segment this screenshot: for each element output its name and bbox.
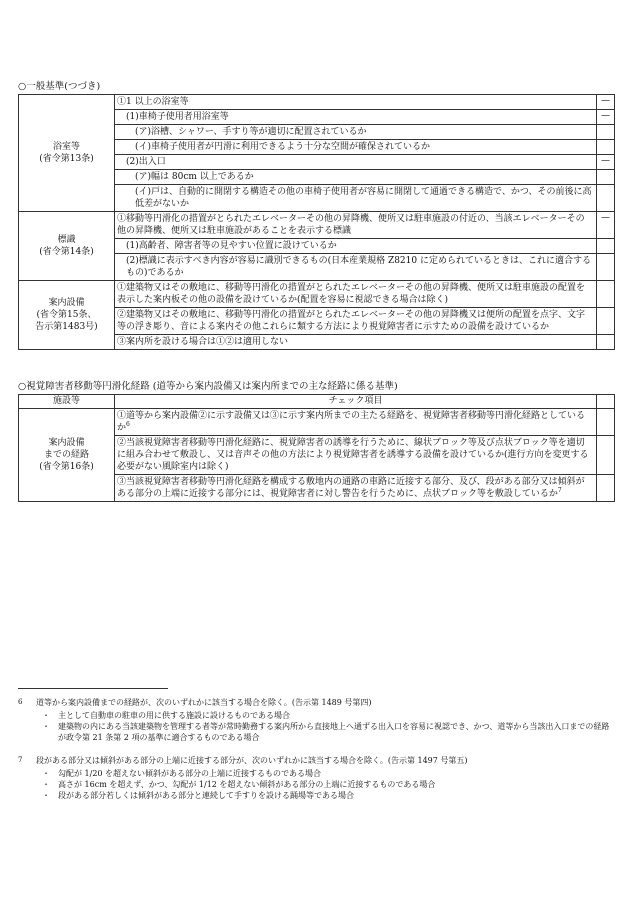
footnote-bullet [18, 768, 614, 779]
category-line: までの経路 [43, 450, 89, 460]
check-item: (イ)車椅子使用者が円滑に利用できるよう十分な空間が確保されているか [115, 140, 597, 155]
check-mark [597, 170, 615, 185]
check-mark: — [597, 212, 615, 239]
bullet-dot: ・ [42, 722, 50, 731]
facility-category-0 [19, 95, 115, 212]
check-item: ①道等から案内設備②に示す設備又は③に示す案内所までの主たる経路を、視覚障害者移動等円滑化経路としているか$^6$ [115, 409, 597, 436]
header-facility: 施設等 [19, 395, 115, 409]
facility-category-2 [19, 281, 115, 350]
check-mark: — [597, 110, 615, 125]
check-item: (2)標識に表示すべき内容が容易に識別できるもの(日本産業規格 Z8210 に定められているときは、これに適合するもの)であるか [115, 254, 597, 281]
footnote-number: 7 [18, 756, 23, 764]
check-mark [597, 409, 615, 436]
section2-title: ○視覚障害者移動等円滑化経路 (道等から案内設備又は案内所までの主な経路に係る基準) [18, 381, 398, 392]
footnotes [18, 697, 614, 813]
footnote-bullet [18, 779, 614, 790]
category-line: 案内設備 [48, 438, 85, 448]
bullet-dot: ・ [42, 711, 50, 720]
bullet-text: 建築物の内にある当該建築物を管理する者等が常時勤務する案内所から直接地上へ通ずる出入口を容易に視認でき、かつ、道等から当該出入口までの経路が政令第 21 条第 2 項の基準に適合するものである場合 [58, 722, 610, 742]
bullet-dot: ・ [42, 780, 50, 789]
footnote-ref[interactable]: 6 [126, 421, 130, 428]
category-line: (省令第14条) [39, 247, 94, 257]
facility-category-route [19, 409, 115, 502]
check-item: ①1 以上の浴室等 [115, 95, 597, 110]
bullet-dot: ・ [42, 791, 50, 800]
check-row [19, 281, 615, 308]
check-mark [597, 185, 615, 212]
footnote-ref[interactable]: 7 [557, 487, 562, 494]
route-criteria-table [18, 394, 615, 502]
bullet-text: 勾配が 1/20 を超えない傾斜がある部分の上端に近接するものである場合 [58, 769, 322, 778]
check-item: (ア)浴槽、シャワー、手すり等が適切に配置されているか [115, 125, 597, 140]
check-row [19, 95, 615, 110]
facility-category-1 [19, 212, 115, 281]
bullet-text: 主として自動車の駐車の用に供する施設に設けるものである場合 [58, 711, 290, 720]
bullet-text: 段がある部分若しくは傾斜がある部分と連続して手すりを設ける踊場等である場合 [58, 791, 354, 800]
check-item: (ア)幅は 80cm 以上であるか [115, 170, 597, 185]
check-mark [597, 436, 615, 475]
check-mark [597, 335, 615, 350]
header-mark [597, 395, 615, 409]
check-mark [597, 140, 615, 155]
category-line: 告示第1483号) [35, 322, 98, 332]
footnote-7 [18, 755, 614, 766]
category-line: (省令第15条、 [36, 310, 97, 320]
check-item: ①移動等円滑化の措置がとられたエレベーターその他の昇降機、便所又は駐車施設の付近の、当該エレベーターその他の昇降機、便所又は駐車施設があることを表示する標識 [115, 212, 597, 239]
check-row [19, 212, 615, 239]
check-mark [597, 239, 615, 254]
check-mark [597, 308, 615, 335]
category-line: 標識 [57, 235, 76, 245]
footnote-divider [18, 688, 168, 689]
check-mark [597, 281, 615, 308]
footnote-bullet [18, 721, 614, 743]
category-line: (省令第16条) [39, 462, 94, 472]
check-item: (1)車椅子使用者用浴室等 [115, 110, 597, 125]
category-line: 浴室等 [52, 142, 80, 152]
check-mark: — [597, 95, 615, 110]
check-row [19, 409, 615, 436]
footnote-bullets [18, 710, 614, 743]
footnote-number: 6 [18, 698, 23, 706]
check-item: (1)高齢者、障害者等の見やすい位置に設けているか [115, 239, 597, 254]
section1-title: ○一般基準(つづき) [18, 81, 101, 92]
category-line: (省令第13条) [39, 154, 94, 164]
page-body [18, 80, 614, 502]
check-item: ①建築物又はその敷地に、移動等円滑化の措置がとられたエレベーターその他の昇降機、便所又は駐車施設の配置を表示した案内板その他の設備を設けているか(配置を容易に視認できる場合は除く) [115, 281, 597, 308]
check-item: ③当該視覚障害者移動等円滑化経路を構成する敷地内の通路の車路に近接する部分、及び、段がある部分又は傾斜がある部分の上端に近接する部分には、視覚障害者に対し警告を行うために、点状ブロック等を敷設しているか$^7$ [115, 475, 597, 502]
check-item: (イ)戸は、自動的に開閉する構造その他の車椅子使用者が容易に開閉して通過できる構造で、かつ、その前後に高低差がないか [115, 185, 597, 212]
footnote-text: 道等から案内設備までの経路が、次のいずれかに該当する場合を除く。(告示第 1489 号第四) [36, 698, 372, 707]
check-mark [597, 254, 615, 281]
footnote-bullets [18, 768, 614, 801]
bullet-text: 高さが 16cm を超えず、かつ、勾配が 1/12 を超えない傾斜がある部分の上端に近接するものである場合 [58, 780, 436, 789]
general-criteria-table [18, 94, 615, 350]
check-item: (2)出入口 [115, 155, 597, 170]
bullet-dot: ・ [42, 769, 50, 778]
category-line: 案内設備 [48, 298, 85, 308]
footnote-6 [18, 697, 614, 708]
check-item: ②建築物又はその敷地に、移動等円滑化の措置がとられたエレベーターその他の昇降機又は便所の配置を点字、文字等の浮き彫り、音による案内その他これらに類する方法により視覚障害者に示すための設備を設けているか [115, 308, 597, 335]
check-item: ②当該視覚障害者移動等円滑化経路に、視覚障害者の誘導を行うために、線状ブロック等及び点状ブロック等を適切に組み合わせて敷設し、又は音声その他の方法により視覚障害者を誘導する設備を設けているか(進行方向を変更する必要がない風除室内は除く) [115, 436, 597, 475]
check-mark [597, 125, 615, 140]
footnote-bullet [18, 790, 614, 801]
check-item: ③案内所を設ける場合は①②は適用しない [115, 335, 597, 350]
header-check-items: チェック項目 [115, 395, 597, 409]
check-mark: — [597, 155, 615, 170]
footnote-bullet [18, 710, 614, 721]
check-mark [597, 475, 615, 502]
footnote-text: 段がある部分又は傾斜がある部分の上端に近接する部分が、次のいずれかに該当する場合を除く。(告示第 1497 号第五) [36, 756, 468, 765]
